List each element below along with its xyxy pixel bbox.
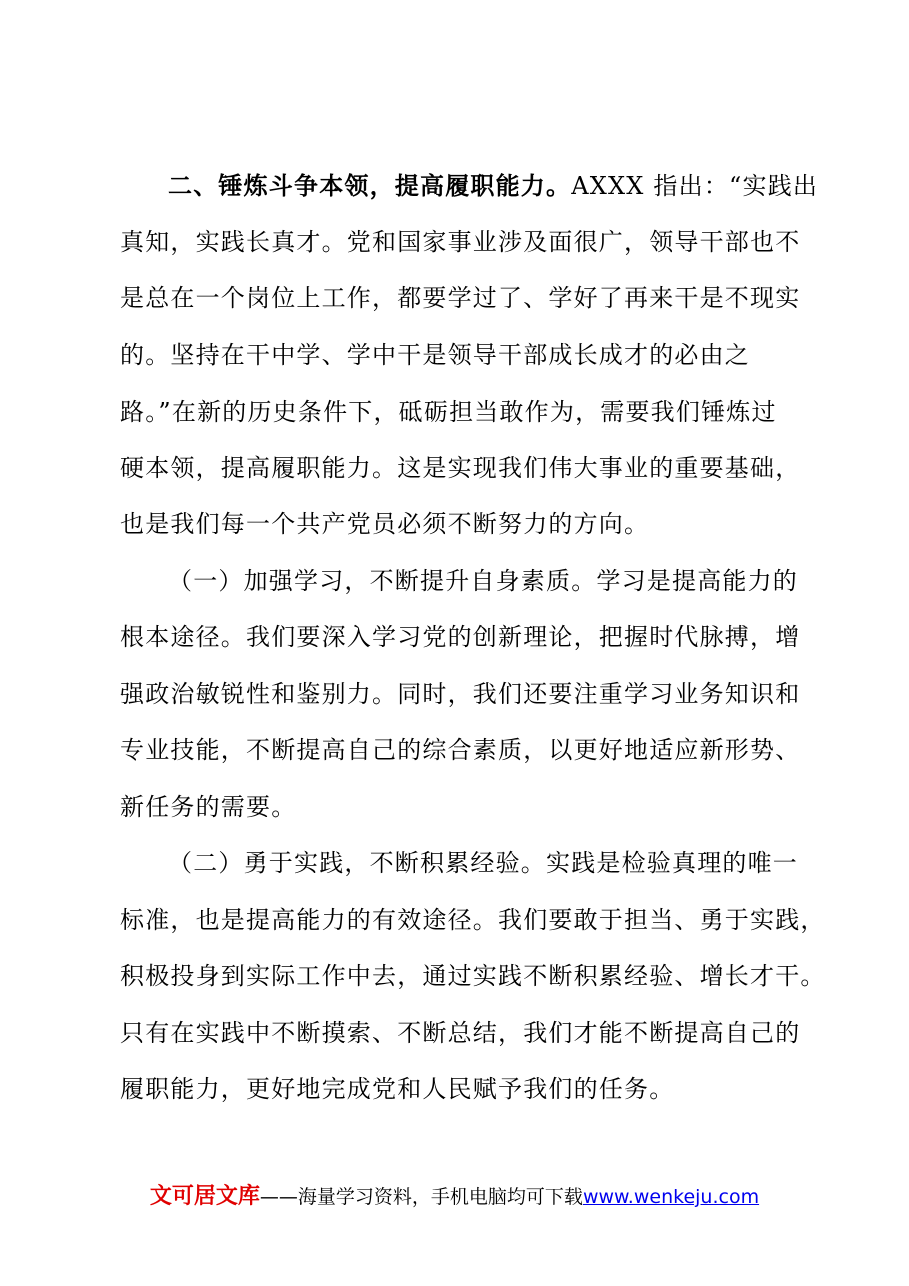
paragraph-2-line-3: 强政治敏锐性和鉴别力。同时，我们还要注重学习业务知识和 <box>120 680 801 708</box>
paragraph-2-line-4: 专业技能，不断提高自己的综合素质，以更好地适应新形势、 <box>120 736 801 764</box>
paragraph-1-line-1 <box>168 171 818 201</box>
paragraph-1-line-6: 硬本领，提高履职能力。这是实现我们伟大事业的重要基础， <box>120 454 801 482</box>
paragraph-1-line-5: 路。”在新的历史条件下，砥砺担当敢作为，需要我们锤炼过 <box>120 398 777 426</box>
section-heading: 二、锤炼斗争本领，提高履职能力。 <box>168 171 572 200</box>
paragraph-3-line-1: （二）勇于实践，不断积累经验。实践是检验真理的唯一 <box>168 849 798 877</box>
footer-brand: 文可居文库 <box>149 1184 260 1209</box>
paragraph-1-line-7: 也是我们每一个共产党员必须不断努力的方向。 <box>120 510 650 538</box>
paragraph-1-line-4: 的。坚持在干中学、学中干是领导干部成长成才的必由之 <box>120 341 750 369</box>
paragraph-3-line-2: 标准，也是提高能力的有效途径。我们要敢于担当、勇于实践， <box>120 906 826 934</box>
paragraph-3-line-5: 履职能力，更好地完成党和人民赋予我们的任务。 <box>120 1075 675 1103</box>
paragraph-1-line-2: 真知，实践长真才。党和国家事业涉及面很广，领导干部也不 <box>120 228 801 256</box>
paragraph-1-line-3: 是总在一个岗位上工作，都要学过了、学好了再来干是不现实 <box>120 284 801 312</box>
paragraph-text: AXXX 指出：“实践出 <box>571 172 819 200</box>
paragraph-3-line-4: 只有在实践中不断摸索、不断总结，我们才能不断提高自己的 <box>120 1019 801 1047</box>
paragraph-2-line-1: （一）加强学习，不断提升自身素质。学习是提高能力的 <box>168 567 798 595</box>
footer-tagline: ——海量学习资料，手机电脑均可下载 <box>259 1186 583 1208</box>
paragraph-2-line-2: 根本途径。我们要深入学习党的创新理论，把握时代脉搏，增 <box>120 623 801 651</box>
paragraph-3-line-3: 积极投身到实际工作中去，通过实践不断积累经验、增长才干。 <box>120 962 826 990</box>
footer-banner <box>0 1184 909 1210</box>
paragraph-2-line-5: 新任务的需要。 <box>120 793 297 821</box>
footer-url-link[interactable]: www.wenkeju.com <box>582 1186 760 1208</box>
